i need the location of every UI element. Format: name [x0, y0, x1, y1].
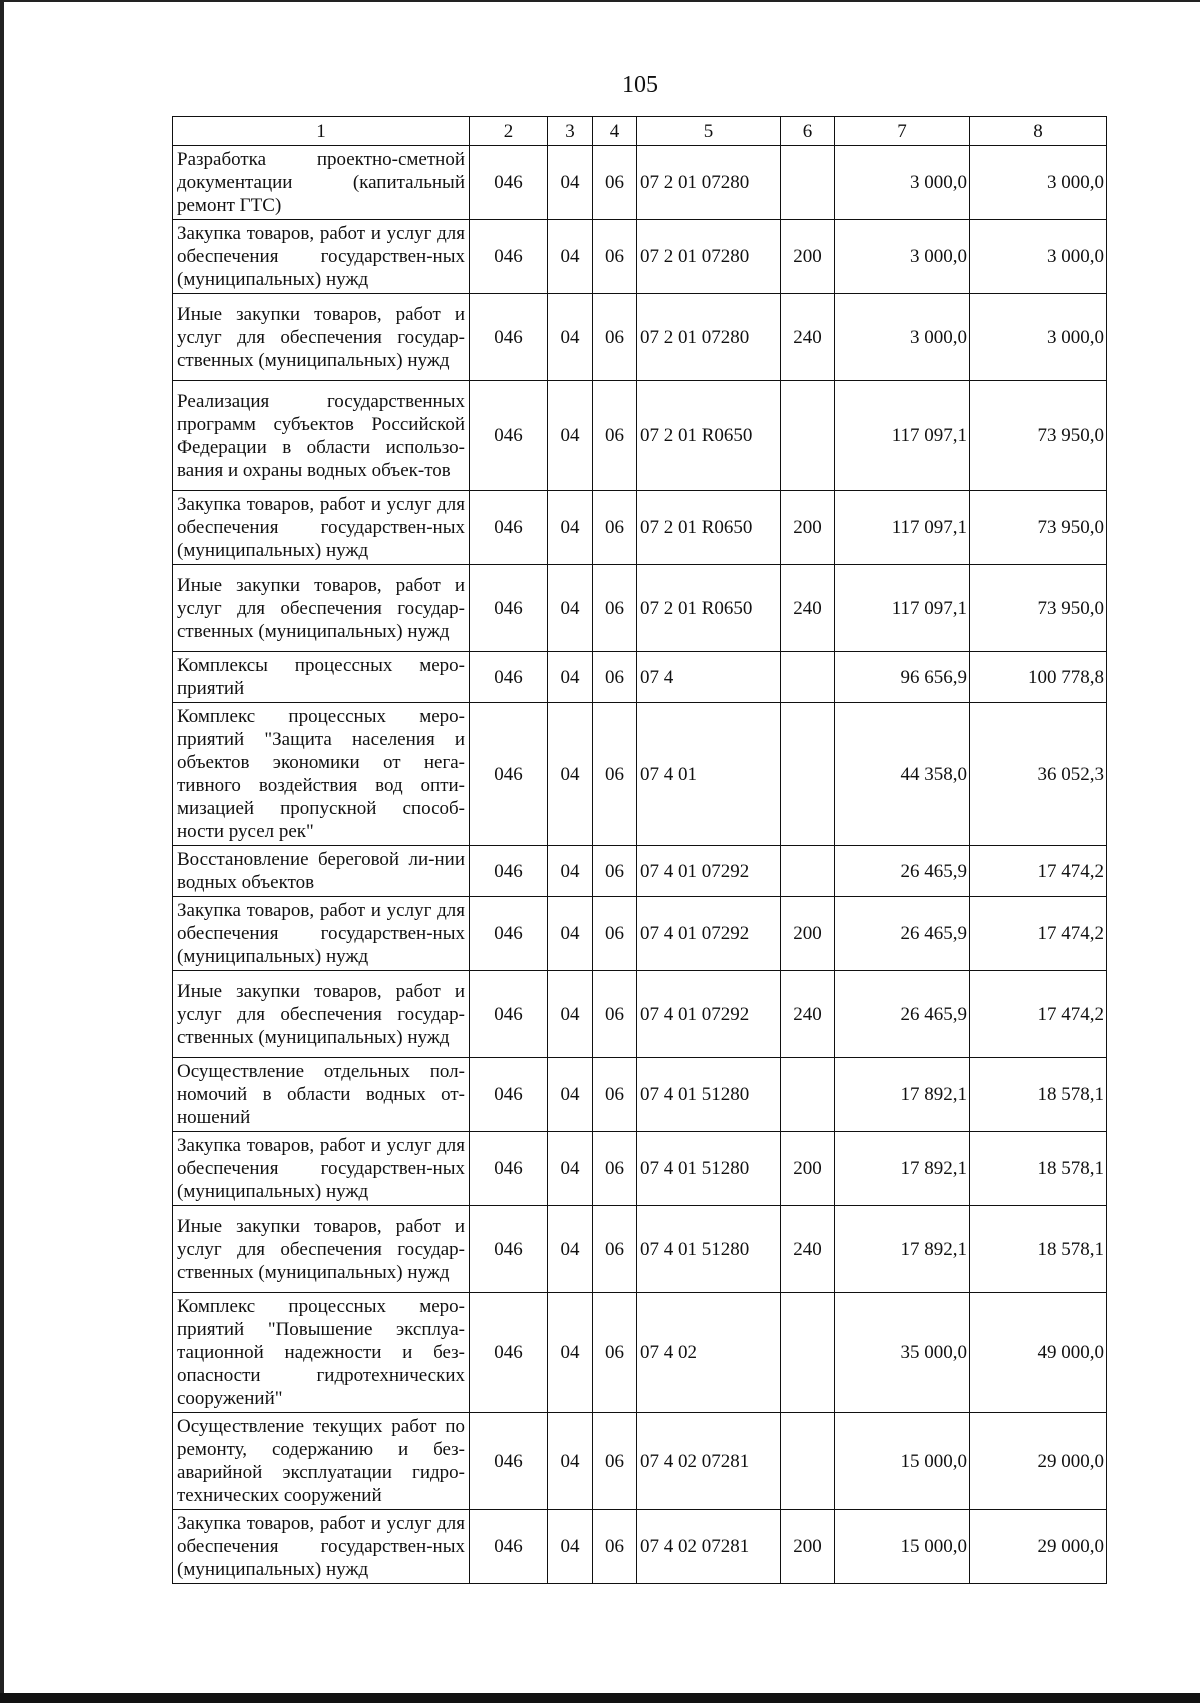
cell-ministry-code: 046: [470, 652, 548, 703]
cell-amount-col-8: 36 052,3: [970, 703, 1107, 846]
cell-target-article-code: 07 4 02 07281: [637, 1413, 781, 1510]
cell-ministry-code: 046: [470, 220, 548, 294]
cell-section-code: 04: [548, 1293, 593, 1413]
cell-section-code: 04: [548, 381, 593, 491]
cell-subsection-code: 06: [593, 1058, 637, 1132]
cell-subsection-code: 06: [593, 1510, 637, 1584]
header-col-6: 6: [781, 117, 835, 146]
cell-section-code: 04: [548, 703, 593, 846]
cell-target-article-code: 07 2 01 R0650: [637, 491, 781, 565]
cell-amount-col-7: 96 656,9: [835, 652, 970, 703]
cell-ministry-code: 046: [470, 491, 548, 565]
cell-amount-col-7: 26 465,9: [835, 897, 970, 971]
cell-description: Закупка товаров, работ и услуг для обеспечения государствен-ных (муниципальных) нужд: [173, 491, 470, 565]
cell-description: Закупка товаров, работ и услуг для обеспечения государствен-ных (муниципальных) нужд: [173, 897, 470, 971]
cell-ministry-code: 046: [470, 897, 548, 971]
table-row: [173, 703, 1107, 846]
cell-expense-type-code: [781, 146, 835, 220]
cell-amount-col-8: 73 950,0: [970, 491, 1107, 565]
cell-subsection-code: 06: [593, 1132, 637, 1206]
cell-section-code: 04: [548, 1413, 593, 1510]
cell-subsection-code: 06: [593, 491, 637, 565]
header-col-7: 7: [835, 117, 970, 146]
cell-amount-col-8: 3 000,0: [970, 220, 1107, 294]
cell-subsection-code: 06: [593, 703, 637, 846]
scan-border-top: [0, 0, 1200, 2]
cell-target-article-code: 07 2 01 R0650: [637, 381, 781, 491]
cell-target-article-code: 07 4 01 07292: [637, 846, 781, 897]
cell-ministry-code: 046: [470, 971, 548, 1058]
cell-expense-type-code: 200: [781, 897, 835, 971]
cell-amount-col-7: 17 892,1: [835, 1058, 970, 1132]
header-col-4: 4: [593, 117, 637, 146]
cell-ministry-code: 046: [470, 1058, 548, 1132]
table-row: [173, 652, 1107, 703]
table-row: [173, 1058, 1107, 1132]
cell-target-article-code: 07 4 01 51280: [637, 1132, 781, 1206]
scan-border-bottom: [0, 1693, 1200, 1703]
cell-description: Иные закупки товаров, работ и услуг для обеспечения государ-ственных (муниципальных) нужд: [173, 565, 470, 652]
cell-section-code: 04: [548, 565, 593, 652]
budget-table: [172, 116, 1107, 1584]
cell-subsection-code: 06: [593, 565, 637, 652]
cell-amount-col-7: 117 097,1: [835, 565, 970, 652]
cell-ministry-code: 046: [470, 846, 548, 897]
table-row: [173, 220, 1107, 294]
cell-description: Комплекс процессных меро-приятий "Защита населения и объектов экономики от нега-тивного воздействия вод опти-мизацией пропускной способ-ности русел рек": [173, 703, 470, 846]
cell-ministry-code: 046: [470, 565, 548, 652]
cell-amount-col-7: 3 000,0: [835, 220, 970, 294]
cell-ministry-code: 046: [470, 146, 548, 220]
cell-target-article-code: 07 2 01 07280: [637, 220, 781, 294]
cell-target-article-code: 07 4 02 07281: [637, 1510, 781, 1584]
cell-subsection-code: 06: [593, 1413, 637, 1510]
cell-target-article-code: 07 4 01 51280: [637, 1206, 781, 1293]
scan-border-left: [0, 0, 4, 1703]
cell-amount-col-8: 29 000,0: [970, 1413, 1107, 1510]
cell-subsection-code: 06: [593, 1206, 637, 1293]
cell-target-article-code: 07 2 01 07280: [637, 146, 781, 220]
header-col-8: 8: [970, 117, 1107, 146]
cell-amount-col-7: 44 358,0: [835, 703, 970, 846]
cell-description: Закупка товаров, работ и услуг для обеспечения государствен-ных (муниципальных) нужд: [173, 1510, 470, 1584]
cell-amount-col-8: 17 474,2: [970, 846, 1107, 897]
cell-expense-type-code: [781, 1058, 835, 1132]
cell-expense-type-code: 240: [781, 565, 835, 652]
cell-amount-col-8: 29 000,0: [970, 1510, 1107, 1584]
cell-amount-col-8: 3 000,0: [970, 294, 1107, 381]
table-row: [173, 491, 1107, 565]
cell-target-article-code: 07 4 01: [637, 703, 781, 846]
cell-description: Иные закупки товаров, работ и услуг для обеспечения государ-ственных (муниципальных) нужд: [173, 1206, 470, 1293]
cell-subsection-code: 06: [593, 1293, 637, 1413]
table-body: [173, 146, 1107, 1584]
cell-ministry-code: 046: [470, 1413, 548, 1510]
cell-expense-type-code: [781, 703, 835, 846]
cell-subsection-code: 06: [593, 846, 637, 897]
header-col-5: 5: [637, 117, 781, 146]
header-col-2: 2: [470, 117, 548, 146]
cell-subsection-code: 06: [593, 220, 637, 294]
table-row: [173, 565, 1107, 652]
cell-amount-col-8: 73 950,0: [970, 381, 1107, 491]
cell-section-code: 04: [548, 1206, 593, 1293]
cell-amount-col-8: 100 778,8: [970, 652, 1107, 703]
cell-amount-col-7: 35 000,0: [835, 1293, 970, 1413]
cell-subsection-code: 06: [593, 897, 637, 971]
cell-amount-col-7: 3 000,0: [835, 294, 970, 381]
table-row: [173, 1510, 1107, 1584]
cell-ministry-code: 046: [470, 703, 548, 846]
cell-ministry-code: 046: [470, 1132, 548, 1206]
cell-section-code: 04: [548, 146, 593, 220]
cell-amount-col-7: 15 000,0: [835, 1510, 970, 1584]
cell-ministry-code: 046: [470, 294, 548, 381]
header-col-3: 3: [548, 117, 593, 146]
cell-amount-col-7: 117 097,1: [835, 381, 970, 491]
table-row: [173, 971, 1107, 1058]
cell-amount-col-7: 3 000,0: [835, 146, 970, 220]
cell-description: Реализация государственных программ субъектов Российской Федерации в области использо-вания и охраны водных объек-тов: [173, 381, 470, 491]
cell-target-article-code: 07 2 01 R0650: [637, 565, 781, 652]
cell-description: Разработка проектно-сметной документации (капитальный ремонт ГТС): [173, 146, 470, 220]
cell-description: Закупка товаров, работ и услуг для обеспечения государствен-ных (муниципальных) нужд: [173, 220, 470, 294]
cell-section-code: 04: [548, 491, 593, 565]
cell-expense-type-code: 240: [781, 971, 835, 1058]
cell-section-code: 04: [548, 1510, 593, 1584]
cell-expense-type-code: [781, 1293, 835, 1413]
cell-amount-col-8: 18 578,1: [970, 1206, 1107, 1293]
cell-description: Осуществление текущих работ по ремонту, содержанию и без-аварийной эксплуатации гидро-технических сооружений: [173, 1413, 470, 1510]
table-header-row: [173, 117, 1107, 146]
table-row: [173, 294, 1107, 381]
cell-target-article-code: 07 4: [637, 652, 781, 703]
table-row: [173, 1413, 1107, 1510]
cell-amount-col-8: 18 578,1: [970, 1058, 1107, 1132]
cell-amount-col-8: 17 474,2: [970, 897, 1107, 971]
cell-amount-col-7: 17 892,1: [835, 1206, 970, 1293]
cell-ministry-code: 046: [470, 1293, 548, 1413]
cell-amount-col-7: 15 000,0: [835, 1413, 970, 1510]
cell-section-code: 04: [548, 1132, 593, 1206]
table-row: [173, 846, 1107, 897]
cell-description: Комплекс процессных меро-приятий "Повышение эксплуа-тационной надежности и без-опасности гидротехнических сооружений": [173, 1293, 470, 1413]
cell-ministry-code: 046: [470, 1510, 548, 1584]
cell-expense-type-code: 200: [781, 1132, 835, 1206]
cell-amount-col-8: 3 000,0: [970, 146, 1107, 220]
cell-expense-type-code: [781, 1413, 835, 1510]
cell-subsection-code: 06: [593, 381, 637, 491]
cell-section-code: 04: [548, 897, 593, 971]
cell-amount-col-7: 17 892,1: [835, 1132, 970, 1206]
cell-target-article-code: 07 4 02: [637, 1293, 781, 1413]
cell-target-article-code: 07 2 01 07280: [637, 294, 781, 381]
header-col-1: 1: [173, 117, 470, 146]
cell-target-article-code: 07 4 01 07292: [637, 971, 781, 1058]
cell-section-code: 04: [548, 971, 593, 1058]
cell-subsection-code: 06: [593, 971, 637, 1058]
cell-ministry-code: 046: [470, 1206, 548, 1293]
cell-subsection-code: 06: [593, 652, 637, 703]
cell-section-code: 04: [548, 294, 593, 381]
cell-expense-type-code: 240: [781, 1206, 835, 1293]
cell-amount-col-7: 26 465,9: [835, 971, 970, 1058]
table-row: [173, 897, 1107, 971]
cell-amount-col-7: 117 097,1: [835, 491, 970, 565]
cell-target-article-code: 07 4 01 51280: [637, 1058, 781, 1132]
cell-section-code: 04: [548, 652, 593, 703]
cell-amount-col-8: 18 578,1: [970, 1132, 1107, 1206]
cell-expense-type-code: [781, 846, 835, 897]
cell-amount-col-8: 49 000,0: [970, 1293, 1107, 1413]
cell-section-code: 04: [548, 220, 593, 294]
table-row: [173, 146, 1107, 220]
cell-subsection-code: 06: [593, 294, 637, 381]
cell-expense-type-code: 240: [781, 294, 835, 381]
cell-expense-type-code: 200: [781, 1510, 835, 1584]
cell-section-code: 04: [548, 1058, 593, 1132]
cell-target-article-code: 07 4 01 07292: [637, 897, 781, 971]
table-row: [173, 1206, 1107, 1293]
cell-amount-col-7: 26 465,9: [835, 846, 970, 897]
cell-description: Восстановление береговой ли-нии водных объектов: [173, 846, 470, 897]
cell-description: Иные закупки товаров, работ и услуг для обеспечения государ-ственных (муниципальных) нужд: [173, 971, 470, 1058]
table-row: [173, 1293, 1107, 1413]
cell-expense-type-code: 200: [781, 491, 835, 565]
cell-section-code: 04: [548, 846, 593, 897]
cell-subsection-code: 06: [593, 146, 637, 220]
table-row: [173, 381, 1107, 491]
page-number: 105: [622, 72, 658, 98]
cell-description: Комплексы процессных меро-приятий: [173, 652, 470, 703]
cell-amount-col-8: 73 950,0: [970, 565, 1107, 652]
cell-ministry-code: 046: [470, 381, 548, 491]
cell-amount-col-8: 17 474,2: [970, 971, 1107, 1058]
cell-expense-type-code: [781, 381, 835, 491]
cell-description: Иные закупки товаров, работ и услуг для обеспечения государ-ственных (муниципальных) нужд: [173, 294, 470, 381]
table-row: [173, 1132, 1107, 1206]
cell-description: Осуществление отдельных пол-номочий в области водных от-ношений: [173, 1058, 470, 1132]
cell-description: Закупка товаров, работ и услуг для обеспечения государствен-ных (муниципальных) нужд: [173, 1132, 470, 1206]
cell-expense-type-code: [781, 652, 835, 703]
cell-expense-type-code: 200: [781, 220, 835, 294]
